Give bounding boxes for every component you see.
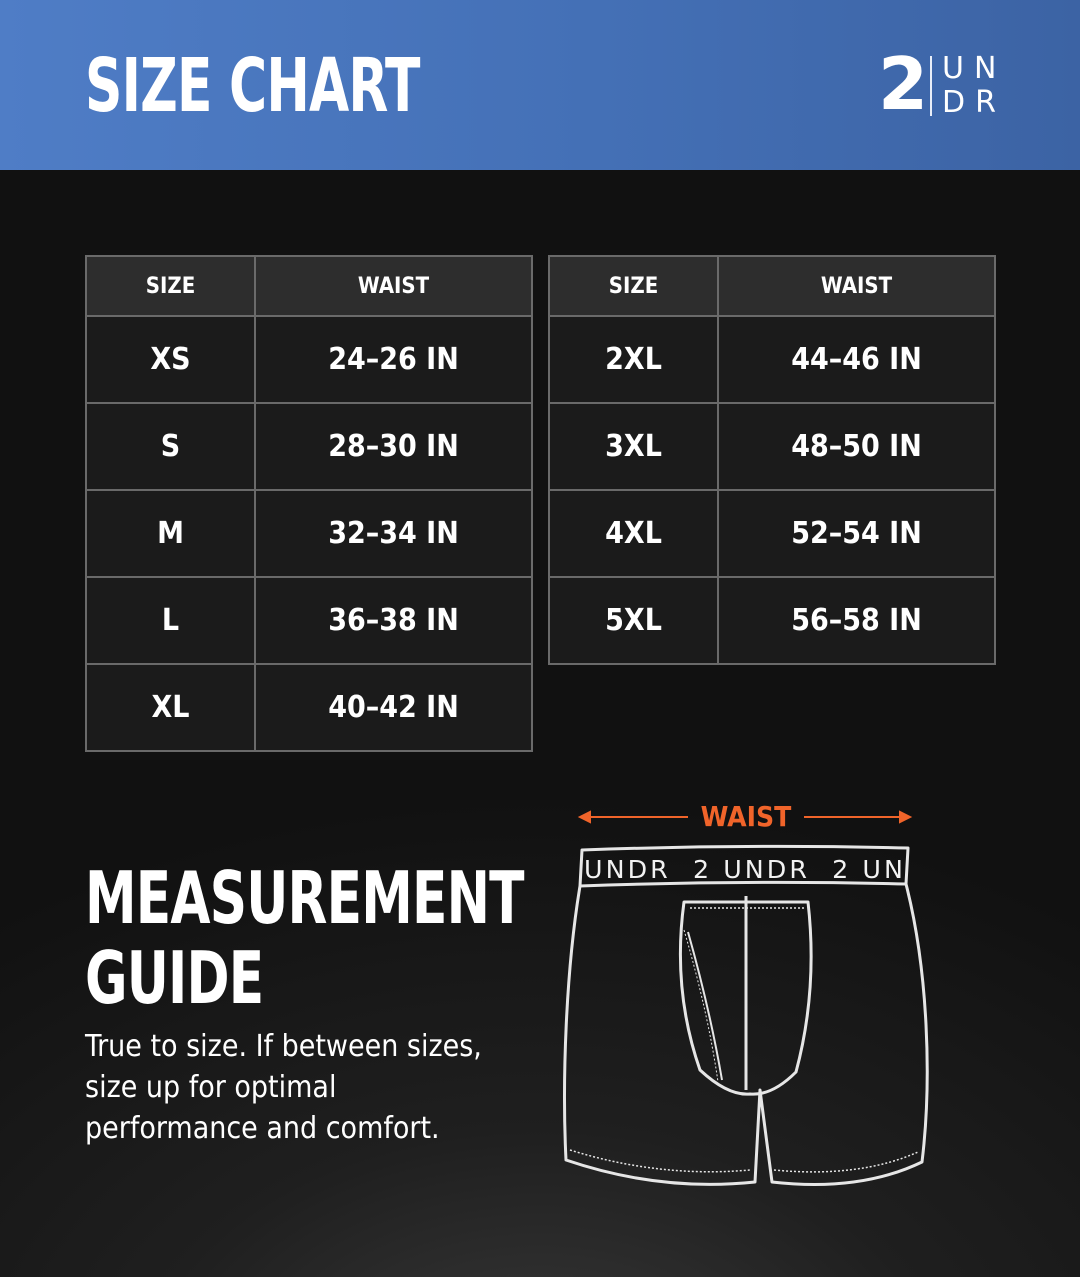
- waist-label: WAIST: [700, 800, 792, 833]
- size-cell: 4XL: [549, 490, 718, 577]
- waist-cell: 40–42 IN: [255, 664, 532, 751]
- size-cell: XS: [86, 316, 255, 403]
- size-table-left: [85, 255, 533, 752]
- size-table-right: [548, 255, 996, 665]
- waist-cell: 56–58 IN: [718, 577, 995, 664]
- table-row: [86, 316, 532, 403]
- logo-divider: [930, 56, 932, 116]
- table-row: [549, 316, 995, 403]
- waist-cell: 24–26 IN: [255, 316, 532, 403]
- column-header-size: SIZE: [549, 256, 718, 316]
- measurement-guide-title: MEASUREMENT GUIDE: [85, 856, 524, 1020]
- waist-cell: 52–54 IN: [718, 490, 995, 577]
- table-header-row: [86, 256, 532, 316]
- page-title: SIZE CHART: [85, 43, 420, 129]
- waist-cell: 48–50 IN: [718, 403, 995, 490]
- logo-text-bottom: DR: [942, 85, 1006, 120]
- logo-number: 2: [878, 42, 929, 126]
- measurement-guide-text: True to size. If between sizes, size up for optimal performance and comfort.: [85, 1029, 482, 1146]
- table-row: [549, 490, 995, 577]
- table-row: [86, 664, 532, 751]
- table-row: [86, 577, 532, 664]
- waist-arrows: [580, 812, 910, 822]
- table-header-row: [549, 256, 995, 316]
- size-cell: M: [86, 490, 255, 577]
- waist-cell: 44–46 IN: [718, 316, 995, 403]
- logo-text-top: UN: [942, 51, 1007, 86]
- size-cell: S: [86, 403, 255, 490]
- waist-cell: 28–30 IN: [255, 403, 532, 490]
- size-cell: XL: [86, 664, 255, 751]
- waist-cell: 36–38 IN: [255, 577, 532, 664]
- table-row: [86, 403, 532, 490]
- waistband-text: UNDR 2 UNDR 2 UN: [584, 855, 906, 884]
- waist-cell: 32–34 IN: [255, 490, 532, 577]
- column-header-waist: WAIST: [255, 256, 532, 316]
- size-cell: L: [86, 577, 255, 664]
- garment-outline: [565, 846, 928, 1184]
- brand-logo: [878, 42, 1008, 126]
- table-row: [86, 490, 532, 577]
- header-banner: [0, 0, 1080, 170]
- boxer-brief-diagram: [560, 790, 940, 1210]
- table-row: [549, 577, 995, 664]
- column-header-size: SIZE: [86, 256, 255, 316]
- size-cell: 2XL: [549, 316, 718, 403]
- size-cell: 5XL: [549, 577, 718, 664]
- table-row: [549, 403, 995, 490]
- size-cell: 3XL: [549, 403, 718, 490]
- column-header-waist: WAIST: [718, 256, 995, 316]
